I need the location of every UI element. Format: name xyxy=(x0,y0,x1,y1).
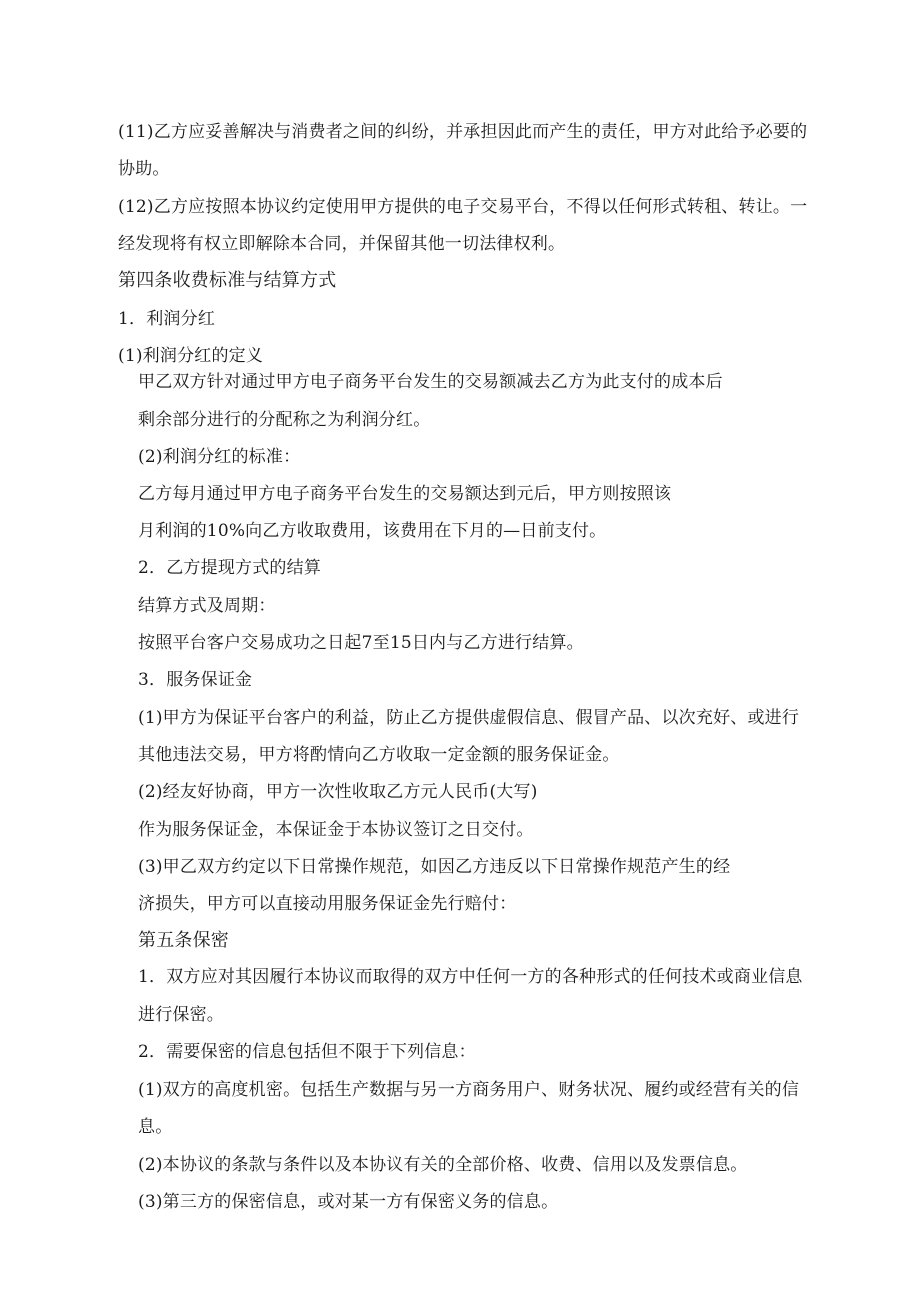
section-2-title: 2．乙方提现方式的结算 xyxy=(138,558,322,578)
settlement-method-title: 结算方式及周期： xyxy=(138,596,276,616)
profit-standard-line-1: 乙方每月通过甲方电子商务平台发生的交易额达到元后，甲方则按照该 xyxy=(138,484,672,504)
profit-definition-title: (1)利润分红的定义 xyxy=(118,346,264,366)
deposit-item-3-line-1: (3)甲乙双方约定以下日常操作规范，如因乙方违反以下日常操作规范产生的经 xyxy=(138,857,731,877)
profit-definition-line-1: 甲乙双方针对通过甲方电子商务平台发生的交易额减去乙方为此支付的成本后 xyxy=(138,372,723,392)
confidential-info-1-line-1: (1)双方的高度机密。包括生产数据与另一方商务用户、财务状况、履约或经营有关的信 xyxy=(138,1080,800,1100)
article-5-heading: 第五条保密 xyxy=(138,930,229,951)
deposit-item-3-line-2: 济损失，甲方可以直接动用服务保证金先行赔付： xyxy=(138,894,517,914)
settlement-method-text: 按照平台客户交易成功之日起7至15日内与乙方进行结算。 xyxy=(138,633,584,653)
article-4-heading: 第四条收费标准与结算方式 xyxy=(118,270,337,291)
clause-12-line-1: (12)乙方应按照本协议约定使用甲方提供的电子交易平台，不得以任何形式转租、转让。一 xyxy=(118,197,808,217)
clause-11-line-1: (11)乙方应妥善解决与消费者之间的纠纷，并承担因此而产生的责任，甲方对此给予必要的 xyxy=(118,122,808,142)
confidential-info-2: (2)本协议的条款与条件以及本协议有关的全部价格、收费、信用以及发票信息。 xyxy=(138,1155,748,1175)
confidentiality-2-title: 2．需要保密的信息包括但不限于下列信息： xyxy=(138,1042,476,1062)
clause-12-line-2: 经发现将有权立即解除本合同，并保留其他一切法律权利。 xyxy=(118,234,566,254)
confidentiality-1-line-2: 进行保密。 xyxy=(138,1005,224,1025)
clause-11-line-2: 协助。 xyxy=(118,159,170,179)
confidential-info-1-line-2: 息。 xyxy=(138,1117,173,1137)
deposit-item-2-line-1: (2)经友好协商，甲方一次性收取乙方元人民币(大写) xyxy=(138,782,538,802)
section-3-title: 3．服务保证金 xyxy=(138,670,253,690)
confidential-info-3: (3)第三方的保密信息，或对某一方有保密义务的信息。 xyxy=(138,1192,559,1212)
deposit-item-2-line-2: 作为服务保证金，本保证金于本协议签订之日交付。 xyxy=(138,820,534,840)
profit-definition-line-2: 剩余部分进行的分配称之为利润分红。 xyxy=(138,410,431,430)
section-1-title: 1．利润分红 xyxy=(118,309,216,329)
profit-standard-line-2: 月利润的10%向乙方收取费用，该费用在下月的—日前支付。 xyxy=(138,521,607,541)
confidentiality-1-line-1: 1．双方应对其因履行本协议而取得的双方中任何一方的各种形式的任何技术或商业信息 xyxy=(138,967,803,987)
profit-standard-title: (2)利润分红的标准： xyxy=(138,447,301,467)
deposit-item-1-line-2: 其他违法交易，甲方将酌情向乙方收取一定金额的服务保证金。 xyxy=(138,745,620,765)
deposit-item-1-line-1: (1)甲方为保证平台客户的利益，防止乙方提供虚假信息、假冒产品、以次充好、或进行 xyxy=(138,708,800,728)
